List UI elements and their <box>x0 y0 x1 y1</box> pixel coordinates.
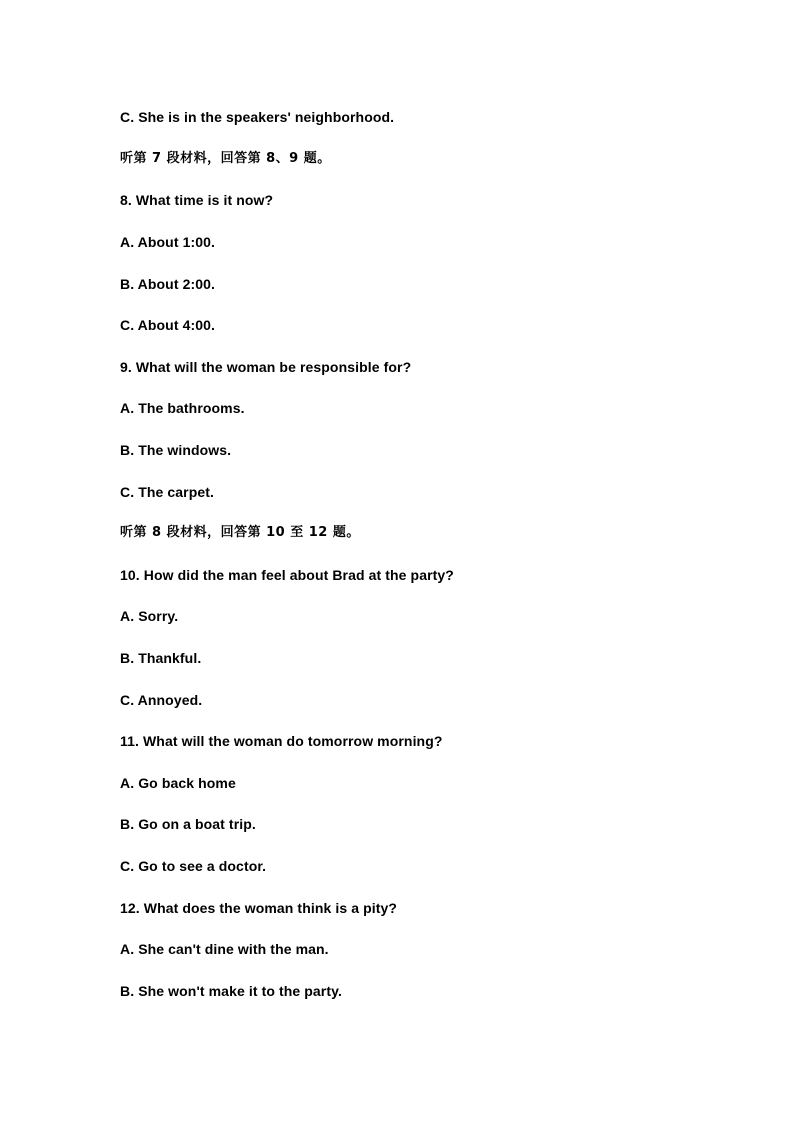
option-c-q11: C. Go to see a doctor. <box>120 858 267 874</box>
question-11: 11. What will the woman do tomorrow morning? <box>120 733 443 749</box>
option-b-q12: B. She won't make it to the party. <box>120 983 342 999</box>
option-b-q11: B. Go on a boat trip. <box>120 816 256 832</box>
option-a-q9: A. The bathrooms. <box>120 400 245 416</box>
section-instruction-passage-8: 听第 8 段材料，回答第 10 至 12 题。 <box>120 525 360 540</box>
option-c-q8: C. About 4:00. <box>120 317 215 333</box>
question-8: 8. What time is it now? <box>120 192 274 208</box>
option-a-q10: A. Sorry. <box>120 608 179 624</box>
option-c-q10: C. Annoyed. <box>120 692 203 708</box>
option-a-q12: A. She can't dine with the man. <box>120 941 329 957</box>
option-a-q8: A. About 1:00. <box>120 234 215 250</box>
question-12: 12. What does the woman think is a pity? <box>120 900 398 916</box>
option-a-q11: A. Go back home <box>120 775 236 791</box>
option-b-q10: B. Thankful. <box>120 650 202 666</box>
question-10: 10. How did the man feel about Brad at the party? <box>120 567 454 583</box>
option-c-q7: C. She is in the speakers' neighborhood. <box>120 109 395 125</box>
option-b-q9: B. The windows. <box>120 442 232 458</box>
option-b-q8: B. About 2:00. <box>120 276 215 292</box>
section-instruction-passage-7: 听第 7 段材料，回答第 8、9 题。 <box>120 151 331 166</box>
option-c-q9: C. The carpet. <box>120 484 214 500</box>
question-9: 9. What will the woman be responsible for? <box>120 359 412 375</box>
